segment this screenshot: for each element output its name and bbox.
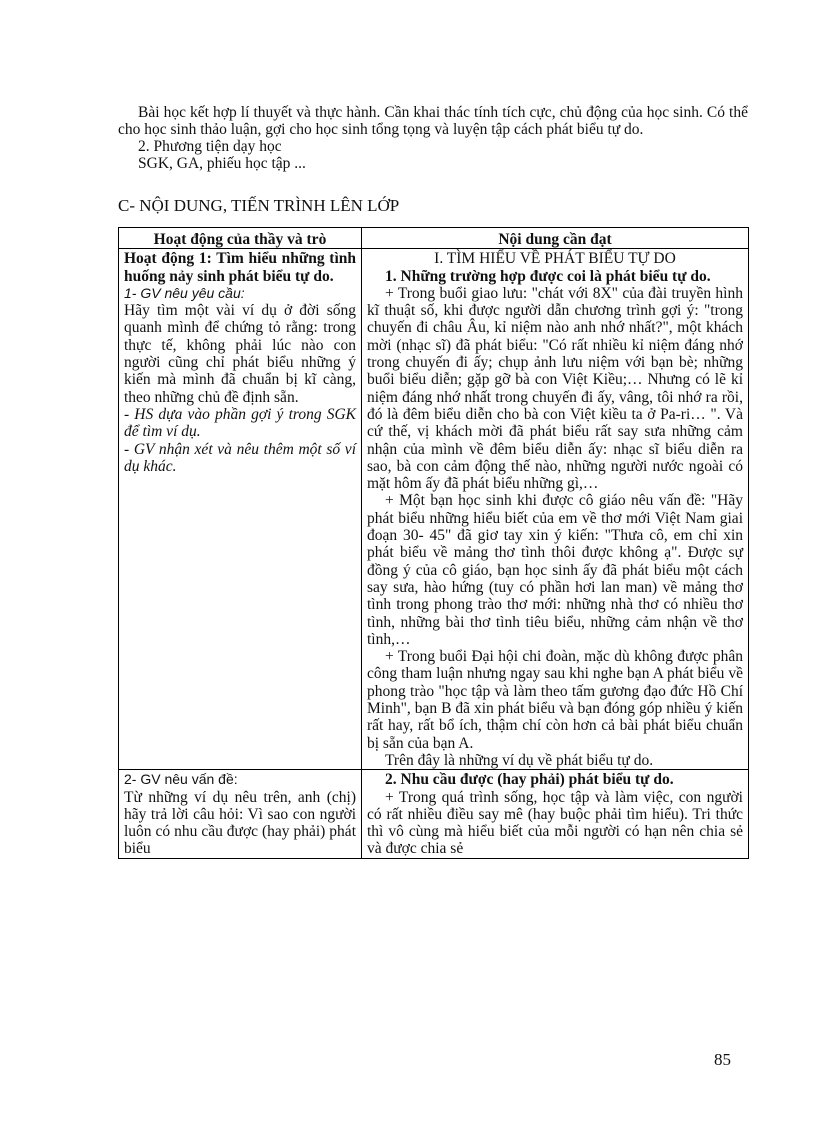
student-note: - HS dựa vào phần gợi ý trong SGK để tìm ví dụ. <box>124 405 356 441</box>
teacher-request-label: 1- GV nêu yêu cầu: <box>124 284 245 301</box>
intro-paragraph-3: SGK, GA, phiếu học tập ... <box>138 155 306 172</box>
intro-block <box>118 104 748 172</box>
row2-right-cell <box>362 770 749 858</box>
table-row <box>119 770 749 858</box>
content-subheading: 1. Những trường hợp được coi là phát biểu tự do. <box>385 267 711 285</box>
teacher-question-text: Từ những ví dụ nêu trên, anh (chị) hãy trả lời câu hỏi: Vì sao con người luôn có nhu cầu được (hay phải) phát biểu <box>124 788 356 858</box>
row2-left-cell <box>119 770 362 858</box>
needs-paragraph: + Trong quá trình sống, học tập và làm việc, con người có rất nhiều điều say mê (hay buộc phải tìm hiểu). Tri thức thì vô cùng mà hiểu biết của mỗi người có hạn nên chia sẻ và được chia sẻ <box>367 788 743 858</box>
content-subheading-2: 2. Nhu cầu được (hay phải) phát biểu tự do. <box>385 771 674 789</box>
page-number: 85 <box>714 1050 731 1069</box>
section-title: C- NỘI DUNG, TIẾN TRÌNH LÊN LỚP <box>118 196 400 215</box>
example-paragraph-2: + Một bạn học sinh khi được cô giáo nêu vấn đề: "Hãy phát biểu những hiểu biết của em về thơ mới Việt Nam giai đoạn 30- 45" đã giơ tay xin ý kiến: "Thưa cô, em chỉ xin phát biểu về mảng thơ tình thôi được không ạ". Được sự đồng ý của cô giáo, bạn học sinh ấy đã phát biểu một cách say sưa, hào hứng (tuy có phần hơi lan man) về mảng thơ tình trong phong trào thơ mới: những nhà thơ có nhiều thơ tình, những bài thơ tình tiêu biểu, những cảm nhận về thơ tình,… <box>367 492 743 648</box>
example-summary: Trên đây là những ví dụ về phát biểu tự do. <box>385 751 654 769</box>
table-header-row <box>119 228 749 249</box>
teacher-note: - GV nhận xét và nêu thêm một số ví dụ khác. <box>124 440 356 475</box>
row1-right-cell <box>362 249 749 770</box>
lesson-table <box>118 227 749 859</box>
intro-paragraph-2: 2. Phương tiện dạy học <box>138 138 282 155</box>
example-paragraph-1: + Trong buổi giao lưu: "chát với 8X" của đài truyền hình kĩ thuật số, khi được người dẫn chương trình gợi ý: "trong chuyến đi châu Âu, kỉ niệm nào anh nhớ nhất?", một khách mời (nhạc sĩ) đã phát biểu: "Có rất nhiều kỉ niệm đáng nhớ trong chuyến đi ấy; chụp ảnh lưu niệm với bạn bè; những buổi biểu diễn; gặp gỡ bà con Việt Kiều;… Nhưng có lẽ kỉ niệm đáng nhớ nhất trong chuyến đi ấy, vâng, tôi nhớ ra rồi, đó là đêm biểu diễn cho bà con Việt kiều ta ở Pa-ri… ". Và cứ thế, vị khách mời đã phát biểu rất say sưa những cảm nhận của mình về đêm biểu diễn ấy: nhạc sĩ biểu diễn ra sao, bà con cảm động thế nào, những người nước ngoài có mặt hôm ấy đã phát biểu những gì,… <box>367 284 743 493</box>
example-paragraph-3: + Trong buổi Đại hội chi đoàn, mặc dù không được phân công tham luận nhưng ngay sau khi nghe bạn A phát biểu về phong trào "học tập và làm theo tấm gương đạo đức Hồ Chí Minh", bạn B đã xin phát biểu và bạn đóng góp nhiều ý kiến rất hay, rất bổ ích, thậm chí còn hơn cả bài phát biểu chuẩn bị sẵn của bạn A. <box>367 648 743 752</box>
teacher-question-label: 2- GV nêu vấn đề: <box>124 771 238 788</box>
activity-title: Hoạt động 1: Tìm hiểu những tình huống nảy sinh phát biểu tự do. <box>124 250 356 285</box>
intro-paragraph-1: Bài học kết hợp lí thuyết và thực hành. Cần khai thác tính tích cực, chủ động của học sinh. Có thể cho học sinh thảo luận, gợi cho học sinh tổng tọng và luyện tập cách phát biểu tự do. <box>118 104 748 138</box>
header-right: Nội dung cần đạt <box>362 228 749 249</box>
table-row <box>119 249 749 770</box>
row1-left-cell <box>119 249 362 770</box>
teacher-request-text: Hãy tìm một vài ví dụ ở đời sống quanh mình để chứng tỏ rằng: trong thực tế, không phải lúc nào con người cũng chỉ phát biểu những ý kiến mà mình đã chuẩn bị kĩ càng, theo những chủ đề định sẵn. <box>124 302 356 406</box>
header-left: Hoạt động của thầy và trò <box>119 228 362 249</box>
content-heading: I. TÌM HIỂU VỀ PHÁT BIỂU TỰ DO <box>434 250 676 268</box>
